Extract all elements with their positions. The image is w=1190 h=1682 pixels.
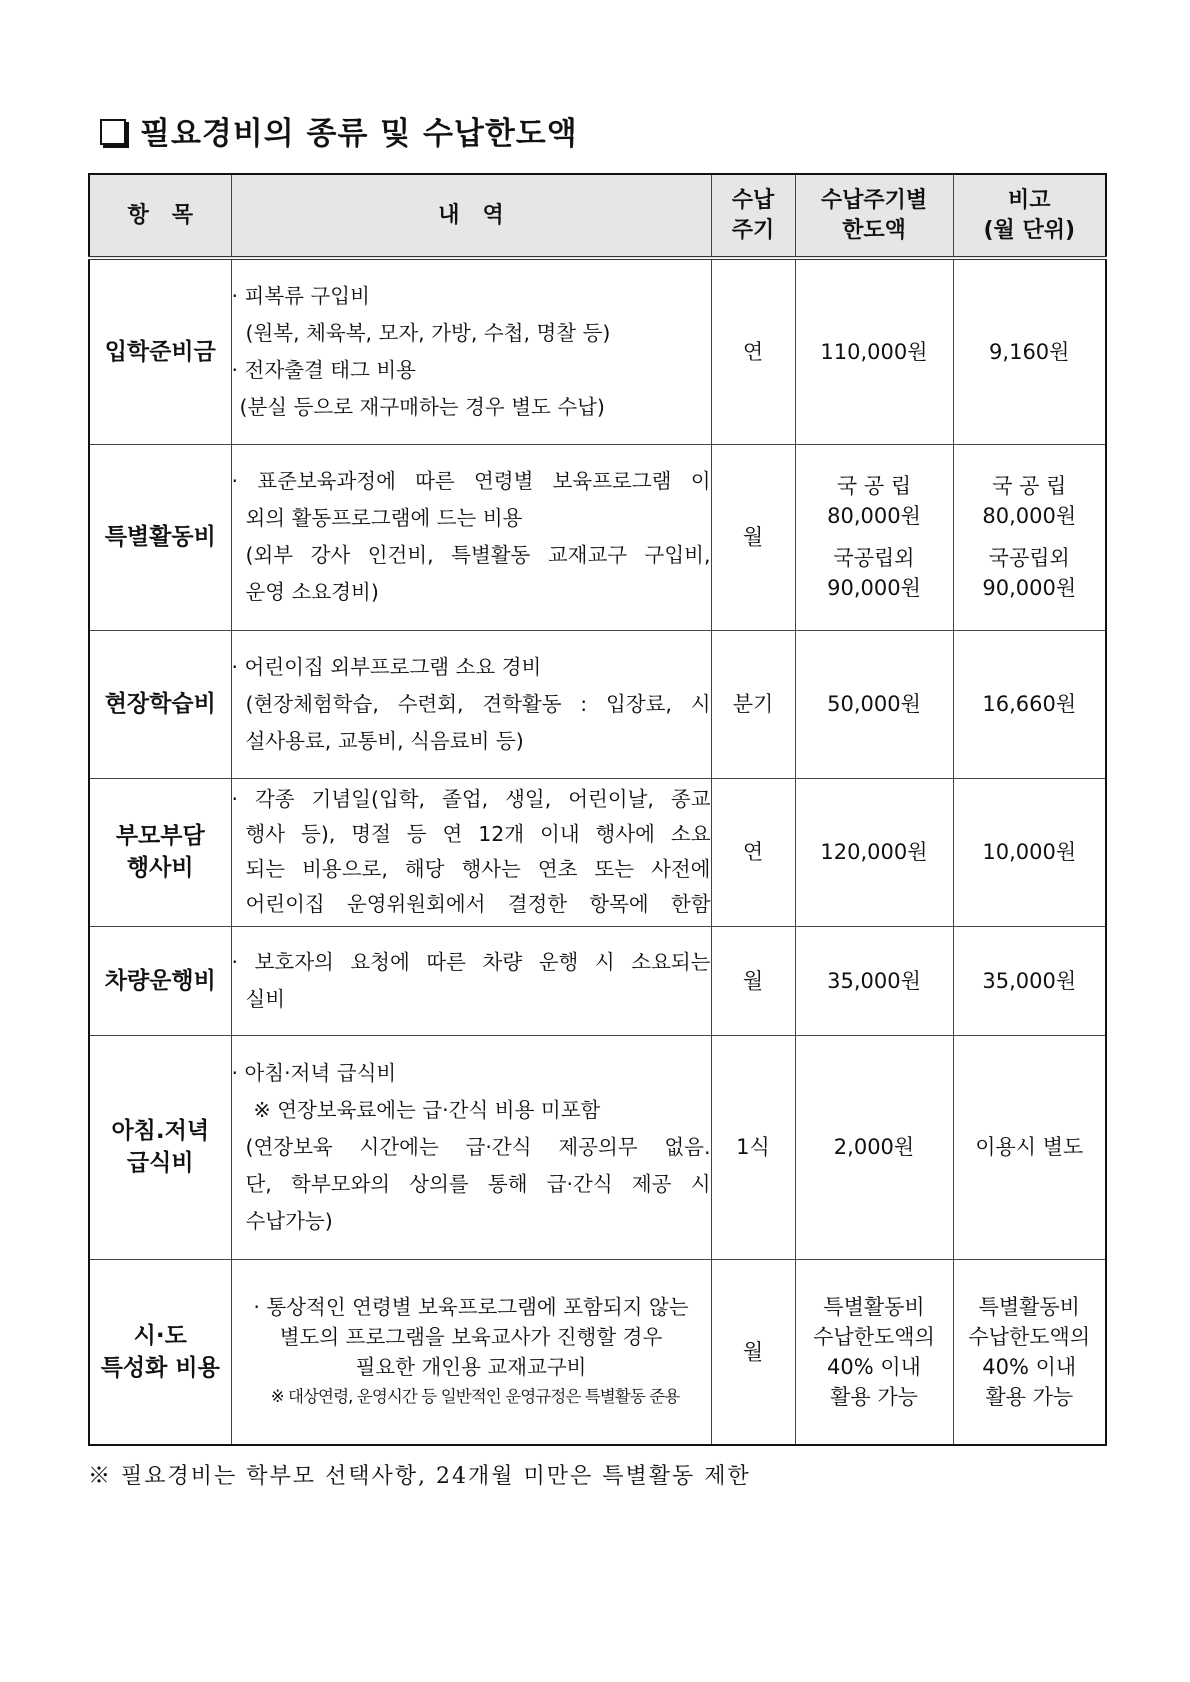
- note-cell: [953, 444, 1106, 630]
- description-cell: [231, 630, 711, 778]
- note-line: 국 공 립: [992, 474, 1067, 498]
- header-note: 비고 (월 단위): [953, 174, 1106, 258]
- description-line: (분실 등으로 재구매하는 경우 별도 수납): [239, 394, 605, 419]
- description-line: 되는 비용으로, 해당 행사는 연초 또는 사전에: [245, 857, 711, 881]
- note-cell: 16,660원: [953, 630, 1106, 778]
- description-line: · 전자출결 태그 비용: [231, 357, 416, 382]
- note-line: 90,000원: [982, 576, 1077, 600]
- table-row: [89, 630, 1106, 778]
- item-cell: 아침.저녁 급식비: [89, 1035, 231, 1259]
- description-line: 별도의 프로그램을 보육교사가 진행할 경우: [279, 1324, 663, 1349]
- description-line: 실비: [245, 986, 286, 1011]
- limit-line: 90,000원: [827, 576, 921, 600]
- item-cell: 차량운행비: [89, 926, 231, 1035]
- limit-line: 40% 이내: [827, 1354, 921, 1379]
- table-row: [89, 926, 1106, 1035]
- description-line: (연장보육 시간에는 급·간식 제공의무 없음.: [245, 1134, 711, 1159]
- description-line: · 각종 기념일(입학, 졸업, 생일, 어린이날, 종교: [231, 787, 711, 811]
- note-line: 활용 가능: [985, 1384, 1074, 1409]
- table-row: [89, 1259, 1106, 1445]
- description-line: (외부 강사 인건비, 특별활동 교재교구 구입비,: [245, 543, 711, 567]
- description-cell: [231, 926, 711, 1035]
- cycle-cell: 연: [711, 778, 795, 926]
- limit-cell: 35,000원: [795, 926, 953, 1035]
- limit-line: 국 공 립: [836, 474, 912, 498]
- cycle-cell: 월: [711, 444, 795, 630]
- cycle-cell: 월: [711, 1259, 795, 1445]
- page-title: [100, 108, 578, 153]
- description-line: · 표준보육과정에 따른 연령별 보육프로그램 이: [231, 469, 711, 493]
- description-line: 어린이집 운영위원회에서 결정한 항목에 한함: [245, 892, 711, 916]
- description-line: (원복, 체육복, 모자, 가방, 수첩, 명찰 등): [245, 320, 611, 345]
- header-limit: 수납주기별 한도액: [795, 174, 953, 258]
- note-line: 특별활동비: [978, 1294, 1080, 1319]
- note-line: 80,000원: [982, 504, 1077, 528]
- description-line: 단, 학부모와의 상의를 통해 급·간식 제공 시: [245, 1171, 711, 1196]
- description-line: (현장체험학습, 수련회, 견학활동 : 입장료, 시: [245, 691, 711, 716]
- description-line: 수납가능): [245, 1208, 333, 1233]
- note-cell: 10,000원: [953, 778, 1106, 926]
- limit-cell: 120,000원: [795, 778, 953, 926]
- item-cell: 입학준비금: [89, 258, 231, 444]
- table-header-row: [89, 174, 1106, 258]
- limit-line: 국공립외: [833, 546, 915, 570]
- item-cell: 부모부담 행사비: [89, 778, 231, 926]
- header-cycle: 수납 주기: [711, 174, 795, 258]
- limit-cell: [795, 1259, 953, 1445]
- table-row: [89, 1035, 1106, 1259]
- description-line: · 어린이집 외부프로그램 소요 경비: [231, 654, 542, 679]
- description-line: ※ 연장보육료에는 급·간식 비용 미포함: [253, 1097, 601, 1122]
- description-cell: [231, 1035, 711, 1259]
- footnote: ※ 필요경비는 학부모 선택사항, 24개월 미만은 특별활동 제한: [88, 1464, 751, 1489]
- limit-cell: 50,000원: [795, 630, 953, 778]
- note-line: 40% 이내: [982, 1354, 1077, 1379]
- description-cell: [231, 444, 711, 630]
- header-description: 내 역: [231, 174, 711, 258]
- checkbox-square-icon: [100, 119, 126, 145]
- cycle-cell: 1식: [711, 1035, 795, 1259]
- description-line: · 아침·저녁 급식비: [231, 1060, 397, 1085]
- description-line: · 통상적인 연령별 보육프로그램에 포함되지 않는: [253, 1294, 689, 1319]
- item-cell: 시·도 특성화 비용: [89, 1259, 231, 1445]
- item-cell: 특별활동비: [89, 444, 231, 630]
- description-line: · 피복류 구입비: [231, 283, 370, 308]
- limit-line: 활용 가능: [830, 1384, 918, 1409]
- note-cell: [953, 1259, 1106, 1445]
- header-item: 항 목: [89, 174, 231, 258]
- cycle-cell: 연: [711, 258, 795, 444]
- description-cell: [231, 778, 711, 926]
- limit-cell: 2,000원: [795, 1035, 953, 1259]
- description-line: · 보호자의 요청에 따른 차량 운행 시 소요되는: [231, 949, 711, 974]
- cycle-cell: 월: [711, 926, 795, 1035]
- table-row: [89, 258, 1106, 444]
- limit-line: 80,000원: [827, 504, 921, 528]
- cycle-cell: 분기: [711, 630, 795, 778]
- limit-line: 수납한도액의: [813, 1324, 935, 1349]
- table-row: [89, 444, 1106, 630]
- note-cell: 이용시 별도: [953, 1035, 1106, 1259]
- note-line: 국공립외: [988, 546, 1070, 570]
- item-cell: 현장학습비: [89, 630, 231, 778]
- page-title-text: 필요경비의 종류 및 수납한도액: [140, 116, 578, 152]
- description-cell: [231, 258, 711, 444]
- note-line: 수납한도액의: [968, 1324, 1091, 1349]
- limit-line: 특별활동비: [823, 1294, 925, 1319]
- description-line: 행사 등), 명절 등 연 12개 이내 행사에 소요: [245, 822, 711, 846]
- fee-table: [88, 173, 1107, 1446]
- table-row: [89, 778, 1106, 926]
- description-line: 운영 소요경비): [245, 580, 379, 604]
- description-line: 설사용료, 교통비, 식음료비 등): [245, 728, 524, 753]
- description-note: ※ 대상연령, 운영시간 등 일반적인 운영규정은 특별활동 준용: [270, 1386, 680, 1406]
- description-line: 외의 활동프로그램에 드는 비용: [245, 506, 523, 530]
- note-cell: 9,160원: [953, 258, 1106, 444]
- limit-cell: [795, 444, 953, 630]
- description-line: 필요한 개인용 교재교구비: [355, 1354, 587, 1379]
- description-cell: [231, 1259, 711, 1445]
- note-cell: 35,000원: [953, 926, 1106, 1035]
- limit-cell: 110,000원: [795, 258, 953, 444]
